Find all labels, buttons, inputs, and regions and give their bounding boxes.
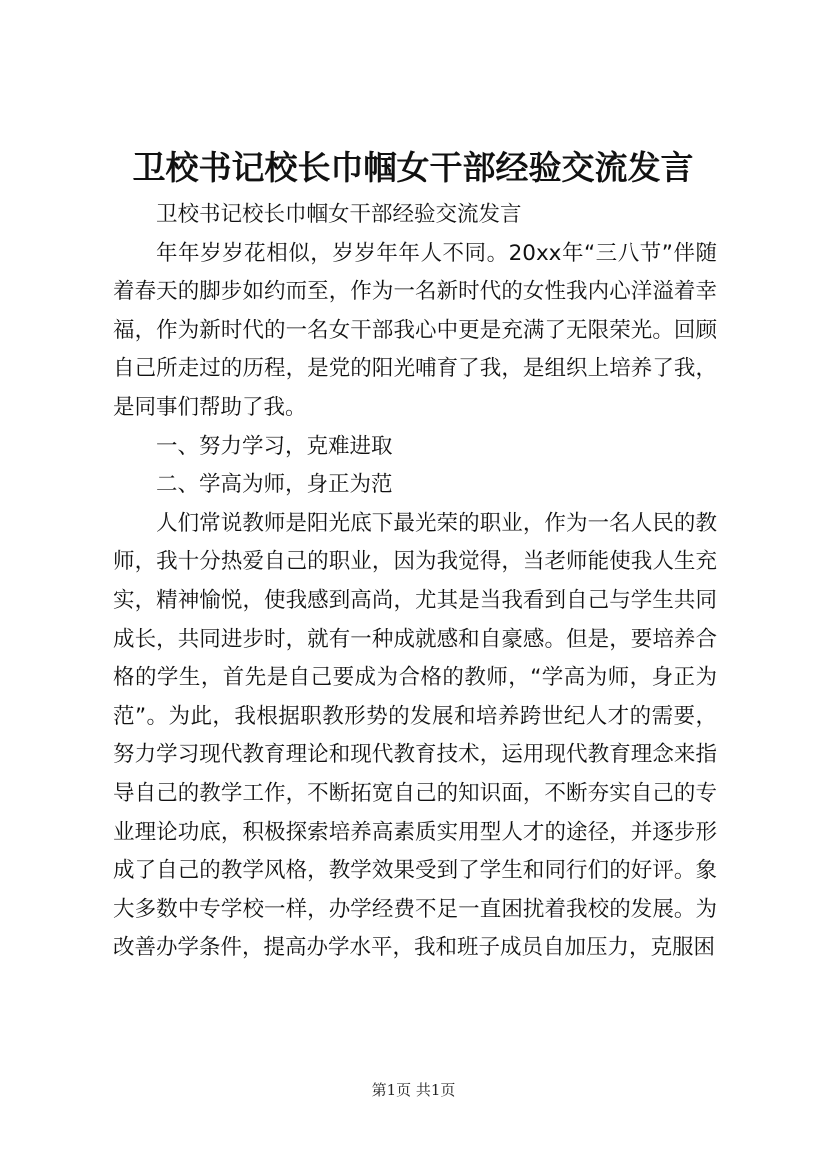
paragraph-subtitle: 卫校书记校长巾帼女干部经验交流发言	[156, 202, 522, 227]
section-heading-1: 一、努力学习，克难进取	[156, 433, 393, 459]
page-footer: 第1页 共1页	[371, 1081, 456, 1099]
paragraph-intro: 年年岁岁花相似，岁岁年年人不同。20xx年“三八节”伴随着春天的脚步如约而至，作为一名新时代的女性我内心洋溢着幸福，作为新时代的一名女干部我心中更是充满了无限荣光。回顾自己所走过的历程，是党的阳光哺育了我，是组织上培养了我，是同事们帮助了我。	[113, 240, 717, 420]
section-heading-2: 二、学高为师，身正为范	[156, 472, 393, 498]
document-body	[113, 196, 717, 968]
document-title: 卫校书记校长巾帼女干部经验交流发言	[132, 148, 694, 187]
paragraph-body: 人们常说教师是阳光底下最光荣的职业，作为一名人民的教师，我十分热爱自己的职业，因为我觉得，当老师能使我人生充实，精神愉悦，使我感到高尚，尤其是当我看到自己与学生共同成长，共同进步时，就有一种成就感和自豪感。但是，要培养合格的学生，首先是自己要成为合格的教师，“学高为师，身正为范”。为此，我根据职教形势的发展和培养跨世纪人才的需要，努力学习现代教育理论和现代教育技术，运用现代教育理念来指导自己的教学工作，不断拓宽自己的知识面，不断夯实自己的专业理论功底，积极探索培养高素质实用型人才的途径，并逐步形成了自己的教学风格，教学效果受到了学生和同行们的好评。象大多数中专学校一样，办学经费不足一直困扰着我校的发展。为改善办学条件，提高办学水平，我和班子成员自加压力，克服困	[113, 510, 717, 961]
